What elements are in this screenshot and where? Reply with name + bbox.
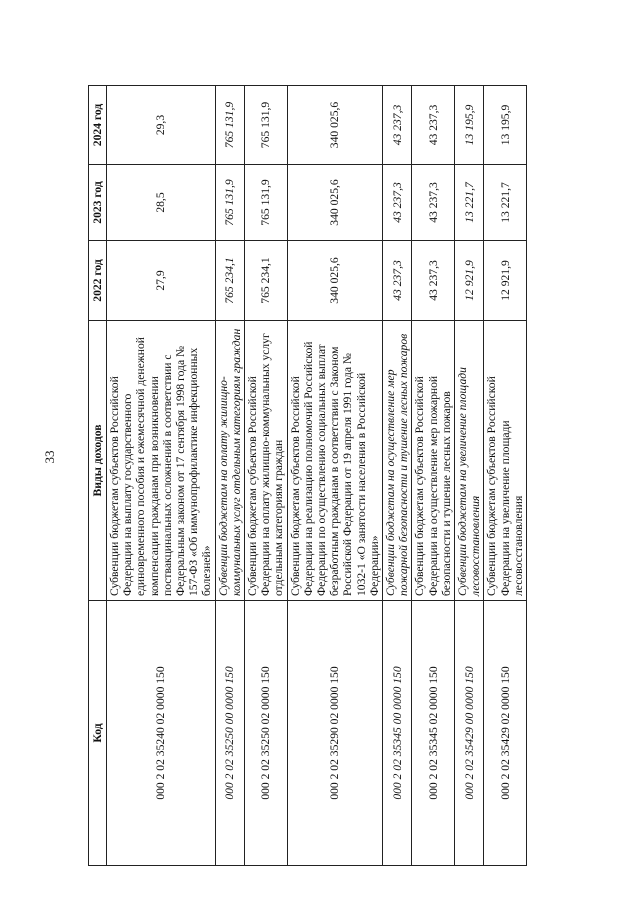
row-value-2022: 27,9: [107, 241, 216, 321]
row-value-2024: 13 195,9: [484, 86, 527, 165]
row-code: 000 2 02 35250 00 0000 150: [215, 601, 244, 866]
row-value-2024: 765 131,9: [215, 86, 244, 165]
table-header-row: [89, 86, 107, 866]
row-value-2023: 340 025,6: [287, 165, 382, 241]
row-code: 000 2 02 35345 00 0000 150: [383, 601, 412, 866]
row-code: 000 2 02 35345 02 0000 150: [412, 601, 455, 866]
row-value-2022: 765 234,1: [215, 241, 244, 321]
table-row: [287, 86, 382, 866]
row-value-2023: 765 131,9: [215, 165, 244, 241]
row-value-2022: 765 234,1: [245, 241, 288, 321]
table-row: [245, 86, 288, 866]
table-row: [412, 86, 455, 866]
row-name: Субвенции бюджетам субъектов Российской Федерации на увеличение площади лесовосстановления: [484, 321, 527, 601]
header-2023: 2023 год: [89, 165, 107, 241]
row-value-2024: 43 237,3: [383, 86, 412, 165]
row-value-2022: 340 025,6: [287, 241, 382, 321]
row-name: Субвенции бюджетам на увеличение площади лесовосстановления: [455, 321, 484, 601]
row-value-2022: 43 237,3: [383, 241, 412, 321]
table-row: [484, 86, 527, 866]
revenue-table: [88, 85, 527, 866]
page-number: 33: [42, 450, 57, 464]
row-value-2024: 13 195,9: [455, 86, 484, 165]
header-2022: 2022 год: [89, 241, 107, 321]
row-value-2022: 12 921,9: [455, 241, 484, 321]
row-name: Субвенции бюджетам субъектов Российской Федерации на реализацию полномочий Российской Федерации по осуществлению социальных выплат безработным гражданам в соответствии с Законом Российской Федерации от 19 апреля 1991 года № 1032-1 «О занятости населения в Российской Федерации»: [287, 321, 382, 601]
header-name: Виды доходов: [89, 321, 107, 601]
table-row: [383, 86, 412, 866]
row-name: Субвенции бюджетам субъектов Российской Федерации на выплату государственного единовременного пособия и ежемесячной денежной компенсации гражданам при возникновении поствакцинальных осложнений в соответствии с Федеральным законом от 17 сентября 1998 года № 157-ФЗ «Об иммунопрофилактике инфекционных болезней»: [107, 321, 216, 601]
table-row: [215, 86, 244, 866]
row-name: Субвенции бюджетам на оплату жилищно-коммунальных услуг отдельным категориям граждан: [215, 321, 244, 601]
row-value-2024: 340 025,6: [287, 86, 382, 165]
row-code: 000 2 02 35290 02 0000 150: [287, 601, 382, 866]
row-name: Субвенции бюджетам на осуществление мер пожарной безопасности и тушение лесных пожаров: [383, 321, 412, 601]
revenue-table-container: [88, 86, 525, 866]
row-name: Субвенции бюджетам субъектов Российской Федерации на оплату жилищно-коммунальных услуг отдельным категориям граждан: [245, 321, 288, 601]
row-code: 000 2 02 35240 02 0000 150: [107, 601, 216, 866]
header-code: Код: [89, 601, 107, 866]
row-code: 000 2 02 35429 02 0000 150: [484, 601, 527, 866]
table-row: [107, 86, 216, 866]
row-value-2022: 43 237,3: [412, 241, 455, 321]
row-value-2022: 12 921,9: [484, 241, 527, 321]
row-code: 000 2 02 35429 00 0000 150: [455, 601, 484, 866]
row-value-2023: 43 237,3: [412, 165, 455, 241]
row-value-2023: 28,5: [107, 165, 216, 241]
row-value-2023: 765 131,9: [245, 165, 288, 241]
row-value-2023: 43 237,3: [383, 165, 412, 241]
row-value-2024: 29,3: [107, 86, 216, 165]
header-2024: 2024 год: [89, 86, 107, 165]
table-row: [455, 86, 484, 866]
row-value-2023: 13 221,7: [455, 165, 484, 241]
row-value-2023: 13 221,7: [484, 165, 527, 241]
row-code: 000 2 02 35250 02 0000 150: [245, 601, 288, 866]
row-value-2024: 43 237,3: [412, 86, 455, 165]
row-name: Субвенции бюджетам субъектов Российской Федерации на осуществление мер пожарной безопасности и тушение лесных пожаров: [412, 321, 455, 601]
row-value-2024: 765 131,9: [245, 86, 288, 165]
